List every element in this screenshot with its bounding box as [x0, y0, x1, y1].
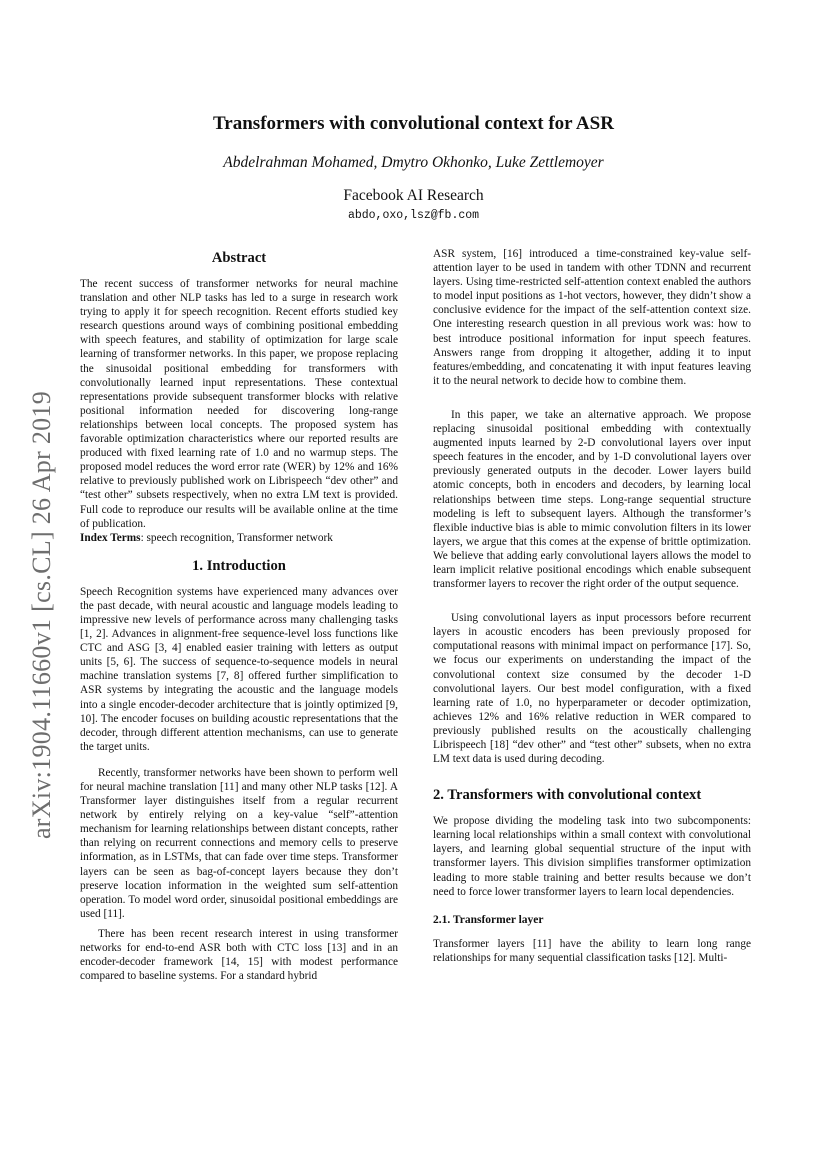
intro-paragraph-2: Recently, transformer networks have been shown to perform well for neural machine translation [11] and many other NLP tasks [12]. A Transformer layer distinguishes itself from a regular recurrent network by entirely relying on a key-value “self”-attention mechanism for learning relationships between distant concepts, rather than relying on recurrent connections and memory cells to preserve information, as in LSTMs, that can fade over time steps. Transformer layers can be seen as bag-of-concept layers because they don’t preserve location information in the weighted sum self-attention operation. To model word order, sinusoidal positional embeddings are used [11].: [80, 766, 398, 920]
left-column: [80, 247, 398, 983]
intro-heading: 1. Introduction: [192, 557, 286, 574]
intro-paragraph-3: There has been recent research interest in using transformer networks for end-to-end ASR both with CTC loss [13] and in an encoder-decoder framework [14, 15] with modest performance compared to baseline systems. For a standard hybrid: [80, 927, 398, 983]
section2-paragraph-1: We propose dividing the modeling task into two subcomponents: learning local relationships within a small context with convolutional layers, and learning global sequential structure of the input with transformer layers. This division simplifies transformer optimization leading to more stable training and better results because we don’t need to force lower transformer layers to learn local dependencies.: [433, 815, 751, 898]
intro-paragraph-5: Using convolutional layers as input processors before recurrent layers in acoustic encoders has been previously proposed for computational reasons with minimal impact on performance [17]. So, we focus our experiments on understanding the impact of the convolutional context size consumed by the decoder 1-D convolutional layers. Our best model configuration, with a fixed learning rate of 1.0, no hyperparameter or decoder optimization, achieves 12% and 16% relative reduction in WER compared to previously published results on the acoustically challenging Librispeech [18] “dev other” and “test other” subsets, when no extra LM text data is used during decoding.: [433, 612, 751, 766]
arxiv-identifier: arXiv:1904.11660v1 [cs.CL] 26 Apr 2019: [27, 390, 56, 840]
intro-paragraph-3-continued: ASR system, [16] introduced a time-constrained key-value self-attention layer to be used in tandem with other TDNN and recurrent layers. Using time-restricted self-attention context enabled the authors to model input positions as 1-hot vectors, however, they didn’t show a conclusive evidence for the impact of the self-attention context size. One interesting research question in all previous work was: how to best introduce positional information for input speech features. Answers range from dropping it altogether, adding it to input features/embedding, and concatenating it with input features leaving it to the neural network to decide how to combine them.: [433, 248, 751, 387]
subsection-2-1-paragraph: Transformer layers [11] have the ability to learn long range relationships for many sequential classification tasks [12]. Multi-: [433, 937, 751, 964]
arxiv-sidebar: [22, 355, 62, 875]
paper-affiliation: Facebook AI Research: [343, 187, 484, 204]
intro-paragraph-1: Speech Recognition systems have experienced many advances over the past decade, with neural acoustic and language models leading to impressive new levels of performance across many challenging tasks [1, 2]. Advances in alignment-free sequence-level loss functions like CTC and ASG [3, 4] enabled easier training with letters as output units [5, 6]. The success of sequence-to-sequence models in neural machine translation systems [7, 8] offered further simplification to ASR systems by integrating the acoustic and the language models into a single encoder-decoder architecture that is jointly optimized [9, 10]. The encoder focuses on building acoustic representations that the decoder, through different attention mechanisms, can use to generate the target units.: [80, 585, 398, 753]
section2-heading: 2. Transformers with convolutional context: [433, 787, 702, 804]
paper-title: Transformers with convolutional context for ASR: [213, 113, 614, 134]
paper-authors: Abdelrahman Mohamed, Dmytro Okhonko, Luke Zettlemoyer: [223, 154, 604, 171]
index-terms-label: Index Terms: [80, 531, 141, 544]
abstract-heading: Abstract: [211, 250, 267, 266]
index-terms-text: : speech recognition, Transformer network: [140, 531, 333, 544]
intro-paragraph-4: In this paper, we take an alternative approach. We propose replacing sinusoidal positional embedding with contextually augmented inputs learned by 2-D convolutional layers over input speech features in the encoder, and by 1-D convolutional layers over previously generated outputs in the decoder. Lower layers build atomic concepts, both in encoders and decoders, by learning local relationships between time steps. Long-range sequential structure modeling is left to subsequent layers. Although the transformer’s flexible inductive bias is able to mimic convolution filters in its lower layers, we argue that this comes at the expense of brittle optimization. We believe that adding early convolutional layers allows the model to learn implicit relative positional encodings which enable subsequent transformer layers to recover the right order of the output sequence.: [433, 408, 751, 591]
abstract-text: The recent success of transformer networks for neural machine translation and other NLP tasks has led to a surge in research work trying to apply it for speech recognition. Recent efforts studied key research questions around ways of combining positional embedding with speech features, and stability of optimization for large scale learning of transformer networks. In this paper, we propose replacing the sinusoidal positional embedding for transformers with convolutionally learned input representations. These contextual representations provide subsequent transformer blocks with relative positional information needed for discovering long-range relationships between local concepts. The proposed system has favorable optimization characteristics where our reported results are produced with fixed learning rate of 1.0 and no warmup steps. The proposed model reduces the word error rate (WER) by 12% and 16% relative to previously published work on Librispeech “dev other” and “test other” subsets respectively, when no extra LM text is provided. Full code to reproduce our results will be available online at the time of publication.: [80, 278, 398, 530]
subsection-2-1-heading: 2.1. Transformer layer: [433, 913, 544, 926]
right-column: [433, 247, 751, 965]
index-terms: [80, 531, 398, 545]
paper-email: abdo,oxo,lsz@fb.com: [347, 209, 480, 222]
